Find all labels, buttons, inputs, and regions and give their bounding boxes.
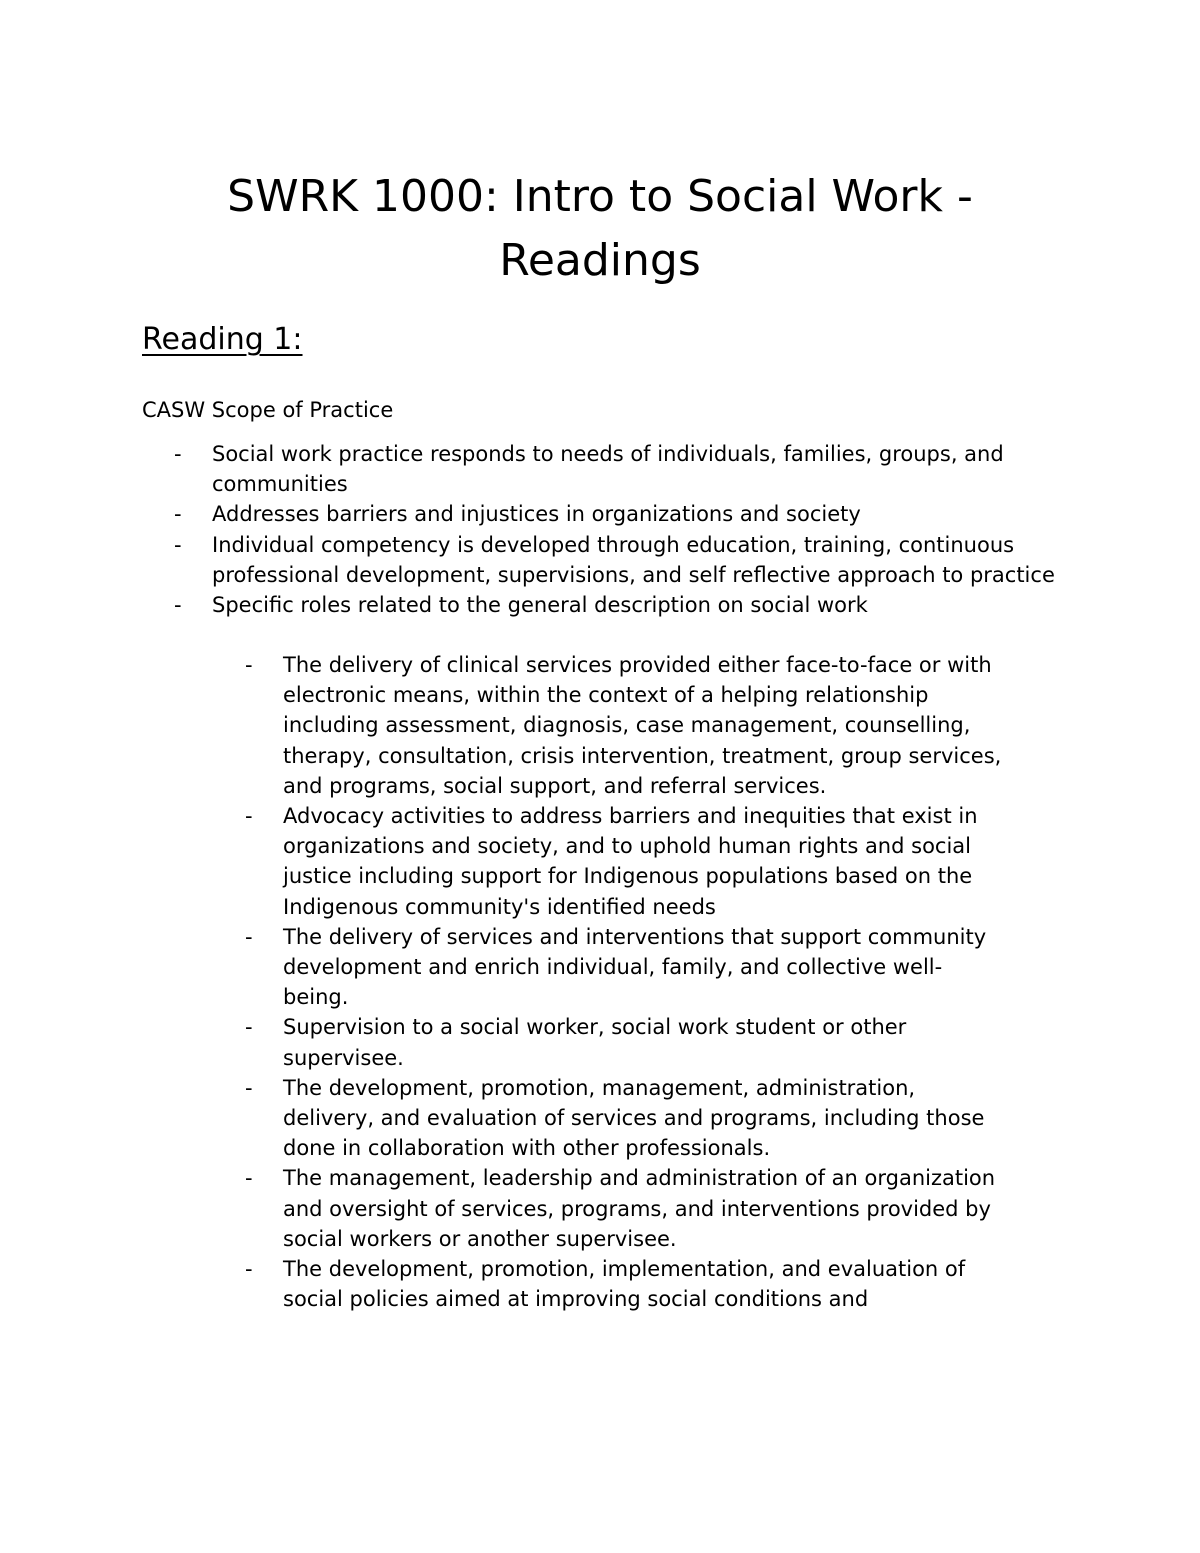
sub-list-item [241,650,1002,801]
sub-list-item [241,801,1002,922]
list-item [170,439,1070,499]
dash-bullet-icon: - [174,593,182,618]
dash-bullet-icon: - [245,924,253,949]
sub-list-item-text: The delivery of services and interventions that support community development and enrich individual, family, and collective well-being. [283,924,987,1010]
sub-list-item [241,1163,1002,1254]
dash-bullet-icon: - [174,442,182,466]
dash-bullet-icon: - [245,804,253,829]
dash-bullet-icon: - [245,1257,253,1282]
sub-list-item-text: The development, promotion, implementation, and evaluation of social policies aimed at improving social conditions and [283,1257,966,1312]
sub-list-item-text: Advocacy activities to address barriers and inequities that exist in organizations and society, and to uphold human rights and social justice including support for Indigenous populations based on the Indigenous community's identified needs [283,804,978,919]
document-title [100,165,1100,293]
sub-list-item [241,1073,1002,1164]
sub-list-item-text: The management, leadership and administration of an organization and oversight of services, programs, and interventions provided by social workers or another supervisee. [283,1166,996,1251]
sub-list-item-text: The delivery of clinical services provided either face-to-face or with electronic means, within the context of a helping relationship including assessment, diagnosis, case management, counselling, therapy, consultation, crisis intervention, treatment, group services, and programs, social support, and referral services. [283,653,1002,798]
sub-list-item-text: The development, promotion, management, administration, delivery, and evaluation of services and programs, including those done in collaboration with other professionals. [283,1075,985,1161]
title-line-2: Readings [499,235,701,286]
dash-bullet-icon: - [245,653,253,677]
bullet-list [170,439,1070,620]
list-item [170,590,1070,620]
dash-bullet-icon: - [245,1075,253,1100]
sub-list-item [241,1012,1002,1072]
sub-list-item [241,922,1002,1013]
dash-bullet-icon: - [174,532,182,557]
title-line-1: SWRK 1000: Intro to Social Work - [227,171,973,222]
list-item-text: Social work practice responds to needs of individuals, families, groups, and communities [212,442,1004,497]
list-item [170,499,1070,529]
dash-bullet-icon: - [245,1166,253,1191]
dash-bullet-icon: - [174,502,182,527]
sub-list-item-text: Supervision to a social worker, social work student or other supervisee. [283,1015,907,1070]
list-item-text: Individual competency is developed through education, training, continuous professional development, supervisions, and self reflective approach to practice [212,532,1055,587]
sub-bullet-list [212,650,1002,1314]
section-heading: Reading 1: [142,322,303,357]
reading-title: CASW Scope of Practice [142,398,394,422]
sub-list-item [241,1254,1002,1314]
list-item [170,530,1070,590]
list-item-text: Addresses barriers and injustices in organizations and society [212,502,861,527]
dash-bullet-icon: - [245,1015,253,1040]
list-item-text: Specific roles related to the general description on social work [212,593,868,618]
